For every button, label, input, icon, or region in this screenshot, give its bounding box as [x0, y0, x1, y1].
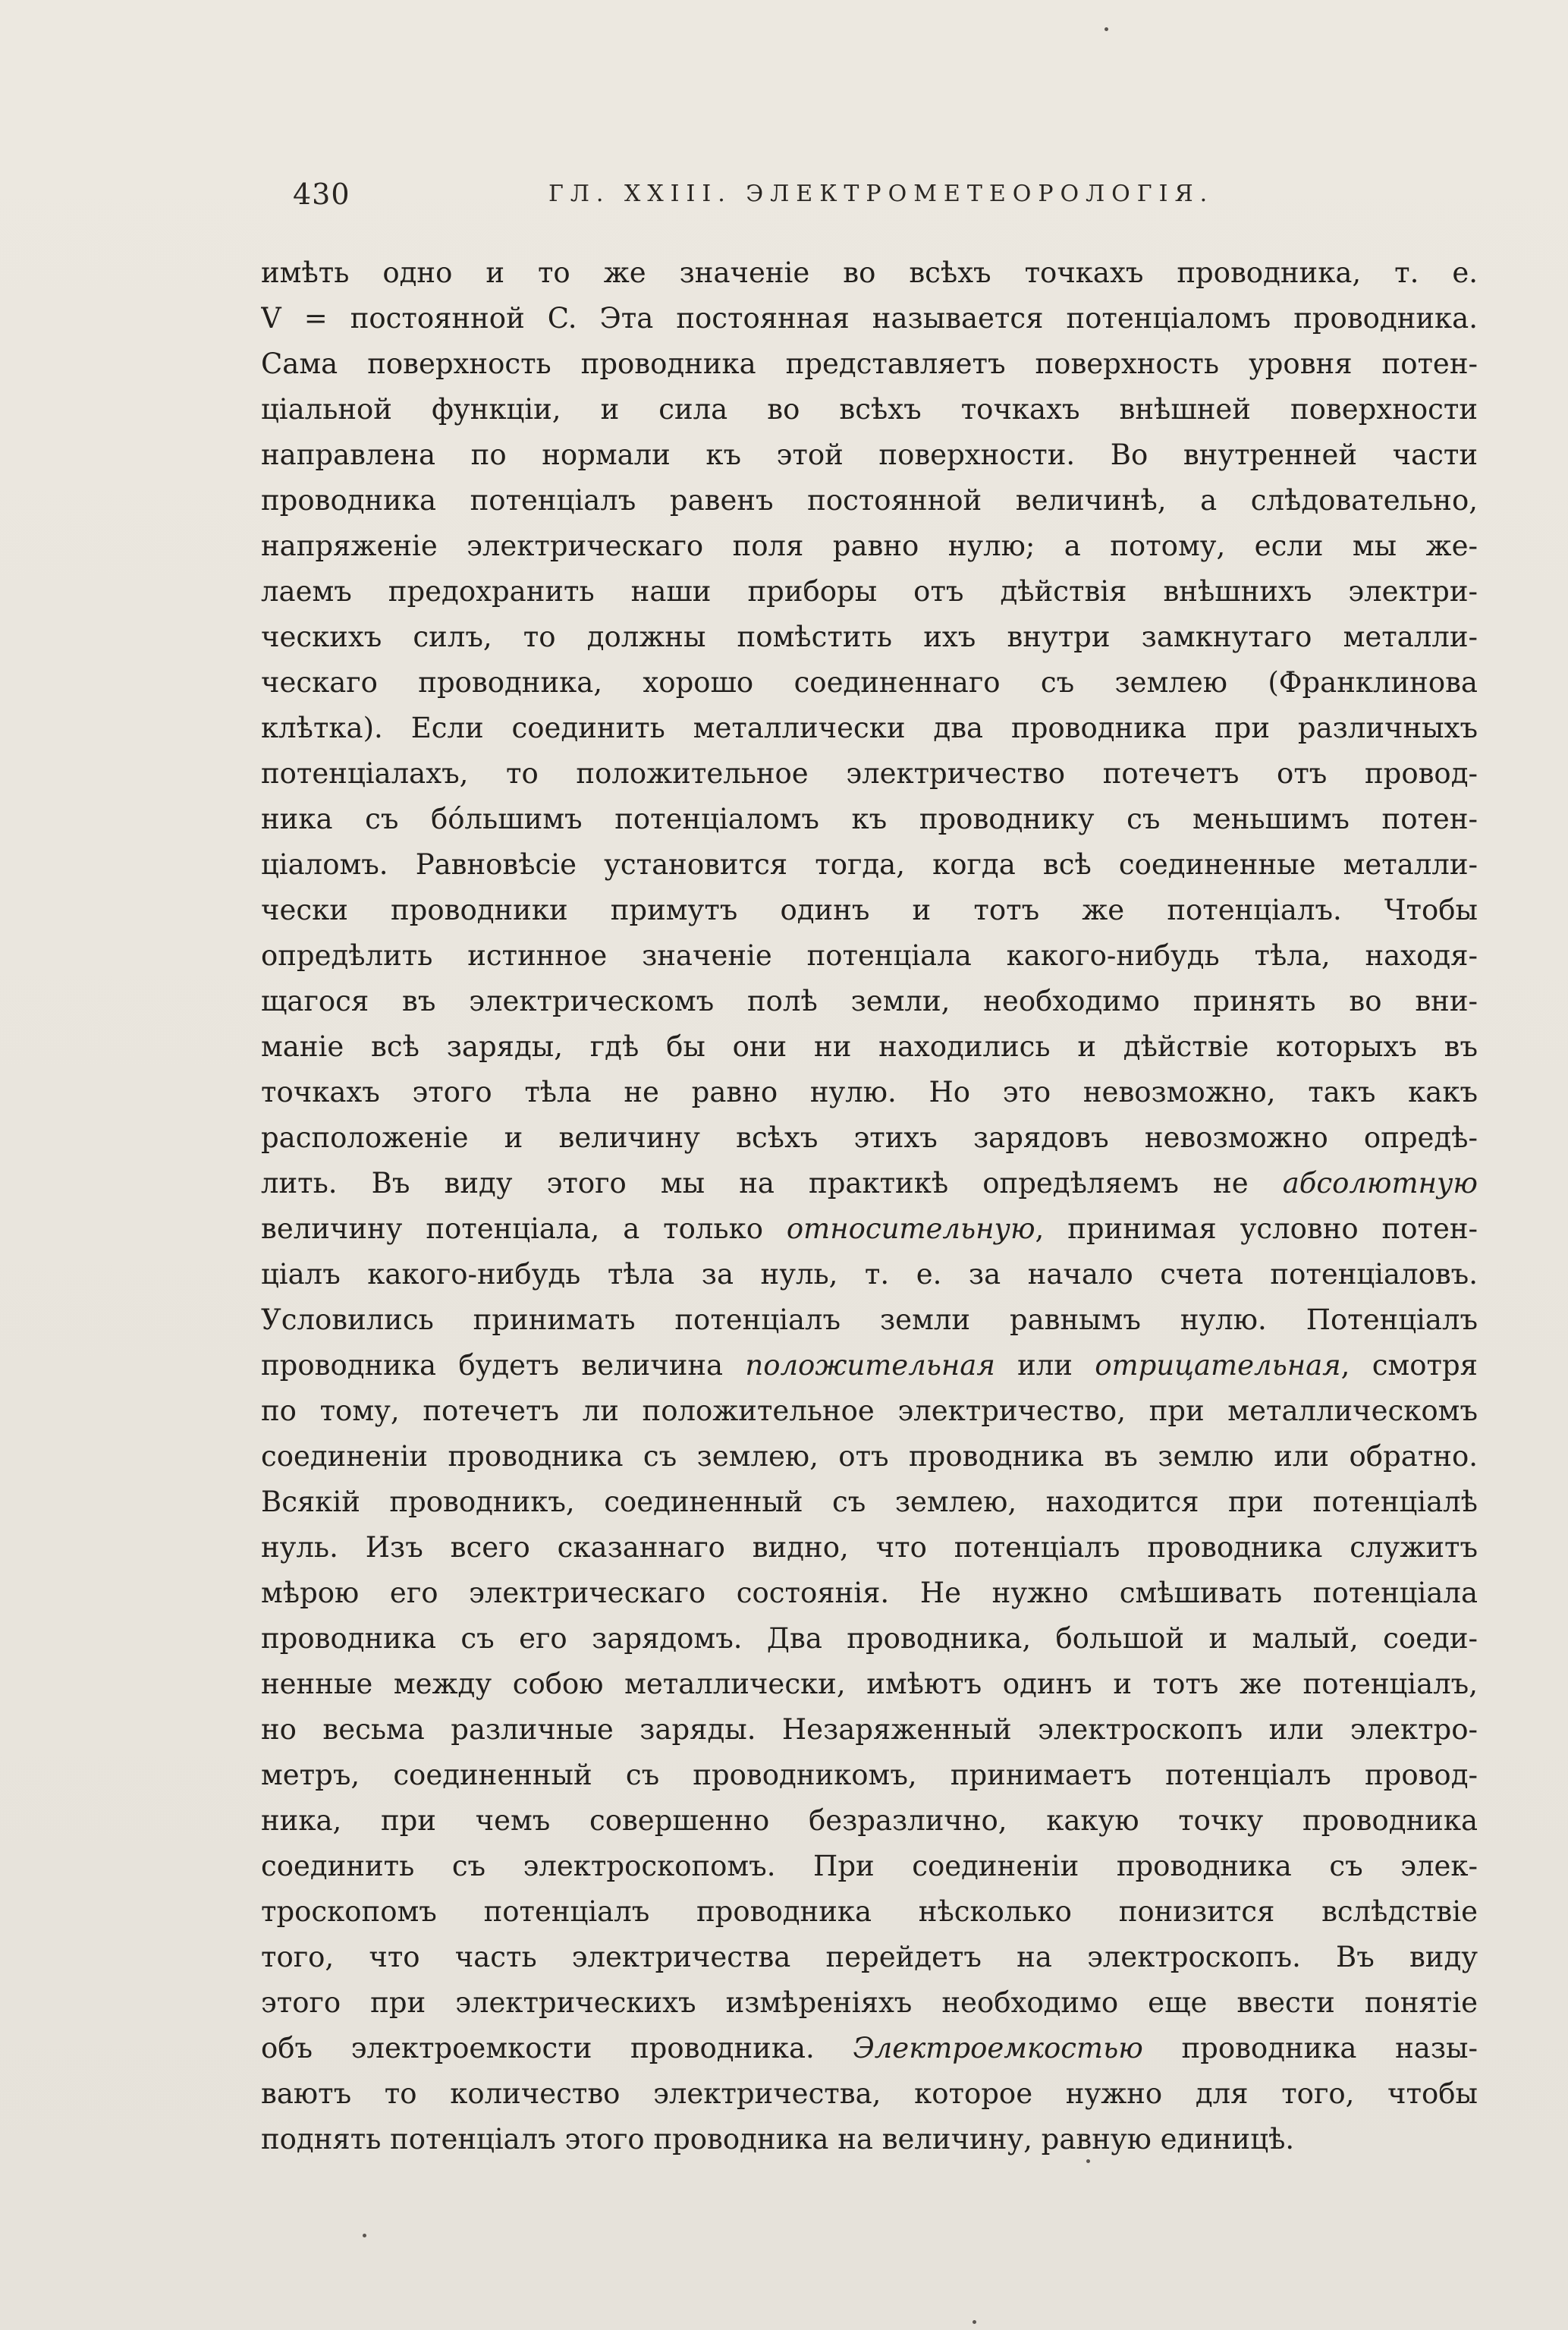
text-line: ваютъ то количество электричества, которое нужно для того, чтобы: [261, 2077, 1478, 2110]
text-line: объ электроемкости проводника. Электроемкостью проводника назы-: [261, 2032, 1478, 2064]
text-line: Всякій проводникъ, соединенный съ землею, находится при потенціалѣ: [261, 1486, 1478, 1518]
page-header: [264, 173, 1478, 215]
paper-speck: [1086, 2159, 1090, 2163]
text-line: проводника потенціалъ равенъ постоянной величинѣ, а слѣдовательно,: [261, 484, 1478, 517]
text-line: ціальной функціи, и сила во всѣхъ точкахъ внѣшней поверхности: [261, 393, 1478, 426]
text-line: этого при электрическихъ измѣреніяхъ необходимо еще ввести понятіе: [261, 1986, 1478, 2019]
paper-speck: [363, 2234, 366, 2237]
text-line: маніе всѣ заряды, гдѣ бы они ни находились и дѣйствіе которыхъ въ: [261, 1030, 1478, 1063]
text-line: направлена по нормали къ этой поверхности. Во внутренней части: [261, 439, 1478, 471]
text-line: щагося въ электрическомъ полѣ земли, необходимо принять во вни-: [261, 985, 1478, 1017]
text-line: ника, при чемъ совершенно безразлично, какую точку проводника: [261, 1804, 1478, 1837]
italic-term: отрицательная: [1095, 1349, 1341, 1382]
text-line: расположеніе и величину всѣхъ этихъ зарядовъ невозможно опредѣ-: [261, 1121, 1478, 1154]
text-line: потенціалахъ, то положительное электричество потечетъ отъ провод-: [261, 757, 1478, 790]
text-line: Условились принимать потенціалъ земли равнымъ нулю. Потенціалъ: [261, 1303, 1478, 1336]
text-line: метръ, соединенный съ проводникомъ, принимаетъ потенціалъ провод-: [261, 1759, 1478, 1791]
text-line: Сама поверхность проводника представляетъ поверхность уровня потен-: [261, 347, 1478, 380]
italic-term: абсолютную: [1282, 1167, 1478, 1200]
text-line: проводника будетъ величина положительная или отрицательная, смотря: [261, 1349, 1478, 1382]
italic-term: Электроемкостью: [853, 2032, 1143, 2064]
text-line: ціаломъ. Равновѣсіе установится тогда, когда всѣ соединенные металли-: [261, 848, 1478, 881]
paper-speck: [1105, 27, 1108, 31]
text-line: соединить съ электроскопомъ. При соединеніи проводника съ элек-: [261, 1850, 1478, 1882]
text-line: нуль. Изъ всего сказаннаго видно, что потенціалъ проводника служитъ: [261, 1531, 1478, 1564]
text-line: имѣть одно и то же значеніе во всѣхъ точкахъ проводника, т. е.: [261, 256, 1478, 289]
text-line: ческихъ силъ, то должны помѣстить ихъ внутри замкнутаго металли-: [261, 621, 1478, 653]
text-line: опредѣлить истинное значеніе потенціала какого-нибудь тѣла, находя-: [261, 939, 1478, 972]
text-line: того, что часть электричества перейдетъ на электроскопъ. Въ виду: [261, 1941, 1478, 1973]
text-line: проводника съ его зарядомъ. Два проводника, большой и малый, соеди-: [261, 1622, 1478, 1655]
running-head: ГЛ. XXIII. ЭЛЕКТРОМЕТЕОРОЛОГІЯ.: [548, 181, 1214, 207]
paper-speck: [973, 2320, 976, 2324]
text-line: чески проводники примутъ одинъ и тотъ же потенціалъ. Чтобы: [261, 894, 1478, 926]
text-line: ненные между собою металлически, имѣютъ одинъ и тотъ же потенціалъ,: [261, 1668, 1478, 1700]
text-line: поднять потенціалъ этого проводника на величину, равную единицѣ.: [261, 2123, 1295, 2155]
text-line: напряженіе электрическаго поля равно нулю; а потому, если мы же-: [261, 530, 1478, 562]
text-line: величину потенціала, а только относительную, принимая условно потен-: [261, 1212, 1478, 1245]
text-line: V = постоянной C. Эта постоянная называется потенціаломъ проводника.: [261, 302, 1478, 335]
body-text: [261, 250, 1478, 2162]
text-line: ческаго проводника, хорошо соединеннаго съ землею (Франклинова: [261, 666, 1478, 699]
text-line: лить. Въ виду этого мы на практикѣ опредѣляемъ не абсолютную: [261, 1167, 1478, 1200]
text-line: соединеніи проводника съ землею, отъ проводника въ землю или обратно.: [261, 1440, 1478, 1473]
text-line: троскопомъ потенціалъ проводника нѣсколько понизится вслѣдствіе: [261, 1895, 1478, 1928]
page-number: 430: [293, 178, 350, 211]
italic-term: положительная: [745, 1349, 995, 1382]
text-line: ника съ бóльшимъ потенціаломъ къ проводнику съ меньшимъ потен-: [261, 803, 1478, 835]
text-line: по тому, потечетъ ли положительное электричество, при металлическомъ: [261, 1395, 1478, 1427]
text-line: клѣтка). Если соединить металлически два проводника при различныхъ: [261, 712, 1478, 744]
text-line: лаемъ предохранить наши приборы отъ дѣйствія внѣшнихъ электри-: [261, 575, 1478, 608]
text-line: ціалъ какого-нибудь тѣла за нуль, т. е. за начало счета потенціаловъ.: [261, 1258, 1478, 1291]
text-line: точкахъ этого тѣла не равно нулю. Но это невозможно, такъ какъ: [261, 1076, 1478, 1108]
text-line: мѣрою его электрическаго состоянія. Не нужно смѣшивать потенціала: [261, 1577, 1478, 1609]
italic-term: относительную: [786, 1212, 1035, 1245]
text-line: но весьма различные заряды. Незаряженный электроскопъ или электро-: [261, 1713, 1478, 1746]
